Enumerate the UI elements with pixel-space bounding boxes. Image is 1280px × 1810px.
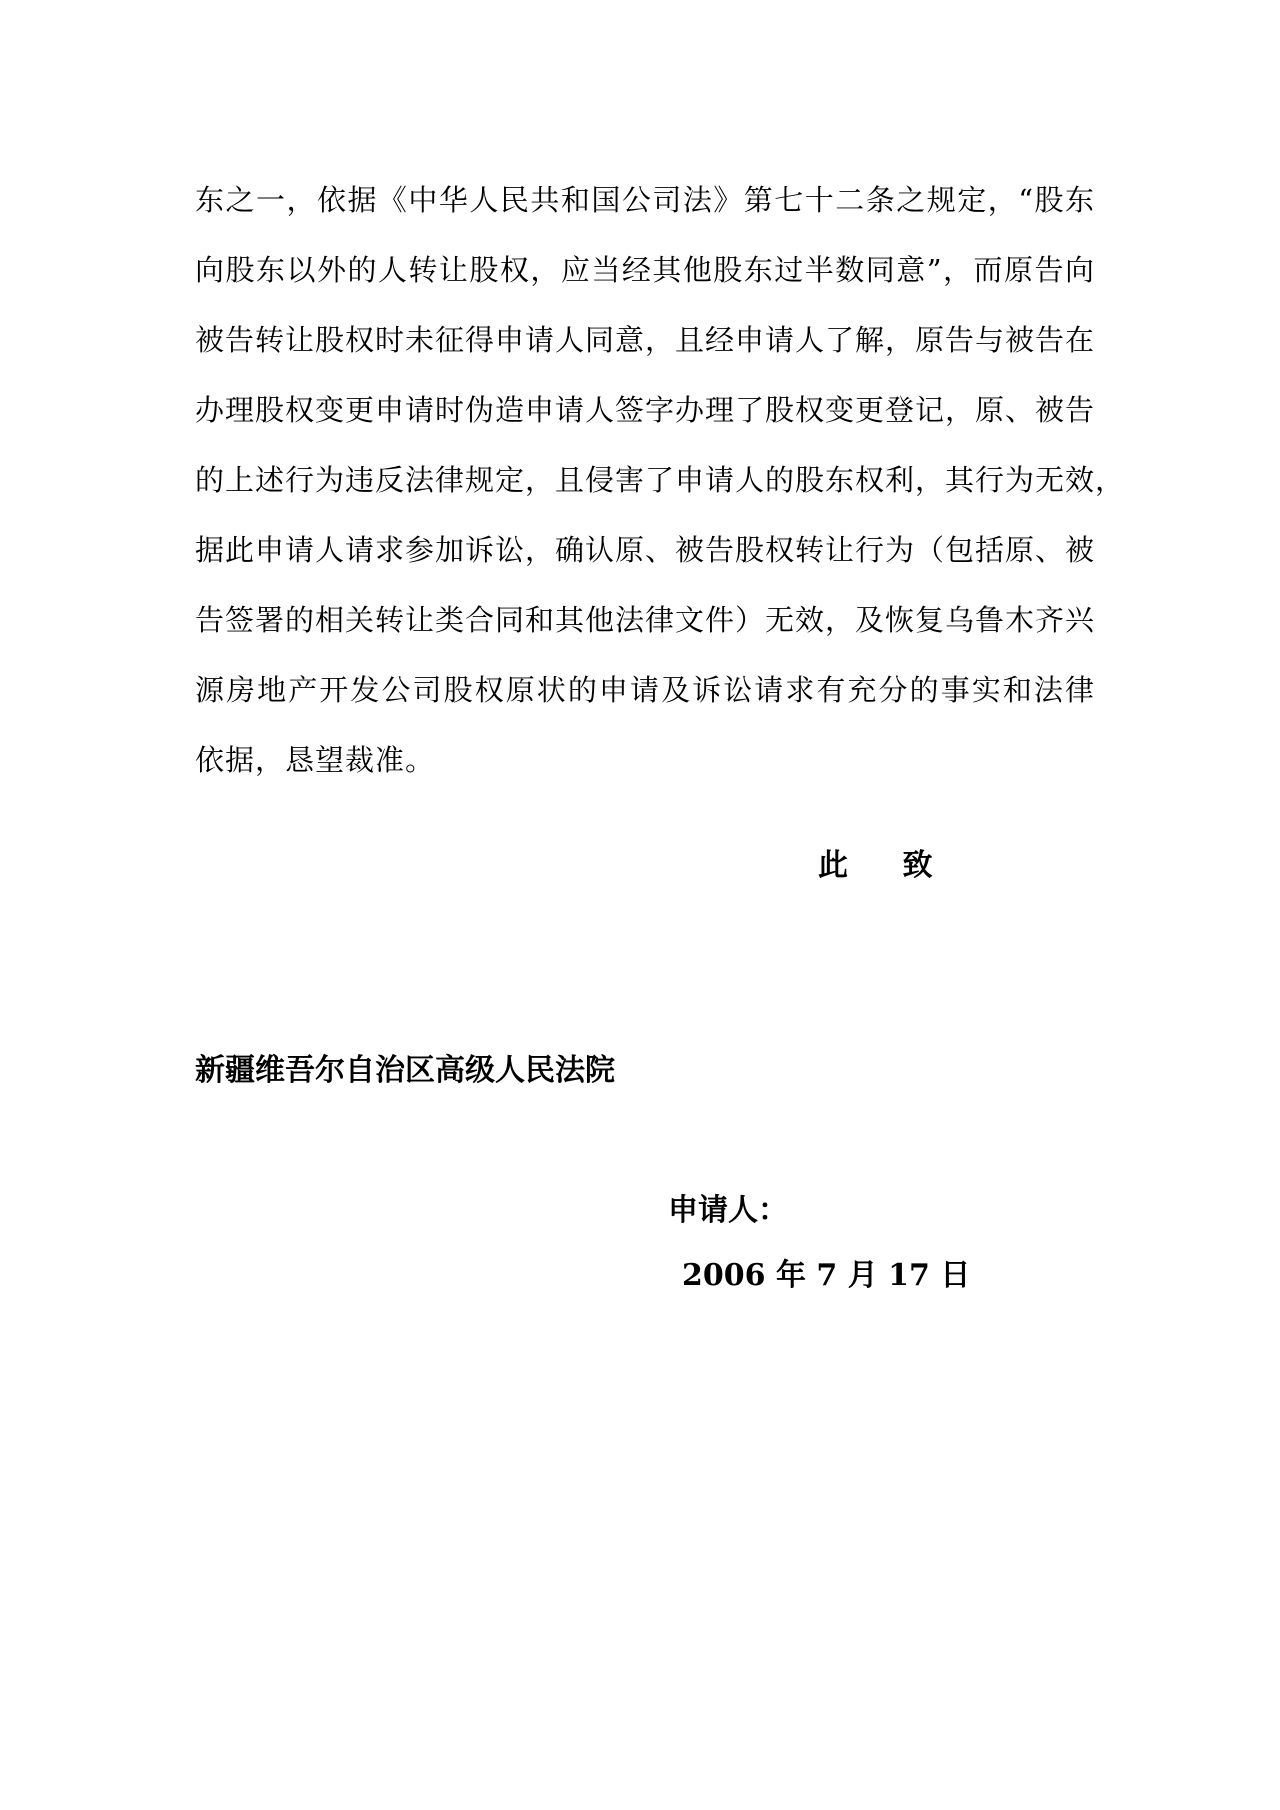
body-line-3: 被告转让股权时未征得申请人同意，且经申请人了解，原告与被告在 — [195, 323, 1096, 357]
body-line-8: 源房地产开发公司股权原状的申请及诉讼请求有充分的事实和法律 — [195, 673, 1095, 707]
document-date: 2006 年 7 月 17 日 — [682, 1258, 971, 1293]
body-paragraph — [195, 165, 1126, 795]
body-line-2: 向股东以外的人转让股权，应当经其他股东过半数同意”，而原告向 — [195, 253, 1095, 287]
closing-salutation: 此 致 — [818, 848, 955, 883]
body-line-5: 的上述行为违反法律规定，且侵害了申请人的股东权利，其行为无效， — [195, 463, 1126, 497]
applicant-signature-label: 申请人： — [668, 1193, 788, 1228]
body-line-1: 东之一，依据《中华人民共和国公司法》第七十二条之规定，“股东 — [195, 183, 1095, 217]
body-line-9: 依据，恳望裁准。 — [195, 743, 436, 777]
body-line-4: 办理股权变更申请时伪造申请人签字办理了股权变更登记，原、被告 — [195, 393, 1096, 427]
body-line-7: 告签署的相关转让类合同和其他法律文件）无效，及恢复乌鲁木齐兴 — [195, 603, 1096, 637]
body-line-6: 据此申请人请求参加诉讼，确认原、被告股权转让行为（包括原、被 — [195, 533, 1096, 567]
addressee-court: 新疆维吾尔自治区高级人民法院 — [195, 1053, 615, 1088]
